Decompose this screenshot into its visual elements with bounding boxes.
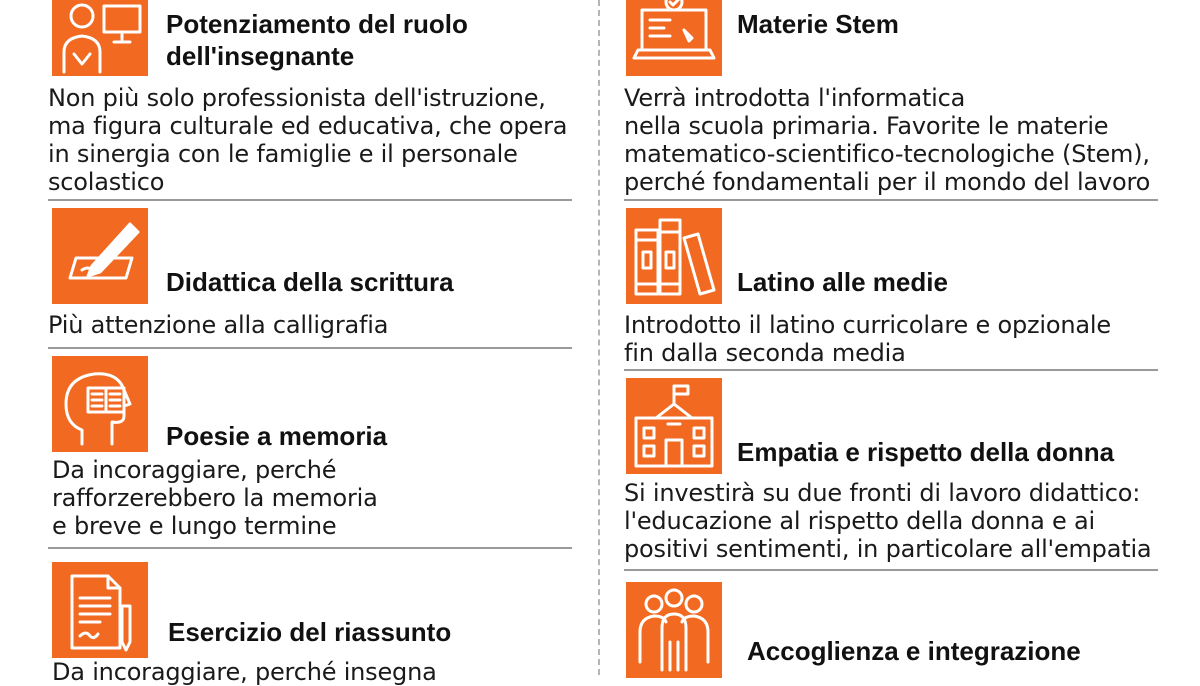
item-title: Poesie a memoria: [166, 421, 388, 451]
item-separator: [48, 347, 572, 349]
teacher-icon: [52, 0, 148, 76]
item-description: Da incoraggiare, perché insegna: [52, 658, 437, 686]
item-description: Più attenzione alla calligrafia: [48, 311, 389, 339]
item-description: Introdotto il latino curricolare e opzionale fin dalla seconda media: [624, 311, 1111, 367]
item-title: Didattica della scrittura: [166, 267, 454, 297]
item-separator: [48, 199, 572, 201]
item-title: Esercizio del riassunto: [168, 617, 452, 647]
item-title: Accoglienza e integrazione: [747, 636, 1081, 666]
item-description: Da incoraggiare, perché rafforzerebbero la memoria e breve e lungo termine: [52, 456, 378, 540]
document-pen-icon: [52, 562, 148, 658]
group-people-icon: [626, 582, 722, 678]
item-separator: [624, 199, 1158, 201]
item-separator: [624, 569, 1158, 571]
item-title: Materie Stem: [737, 9, 899, 39]
item-description: Verrà introdotta l'informatica nella scuola primaria. Favorite le materie matematico-scientifico-tecnologiche (Stem), perché fondamentali per il mondo del lavoro: [624, 84, 1151, 196]
laptop-icon: [626, 0, 722, 76]
item-description: Non più solo professionista dell'istruzione, ma figura culturale ed educativa, che opera in sinergia con le famiglie e il personale scolastico: [48, 84, 568, 196]
books-icon: [626, 208, 722, 304]
item-separator: [48, 547, 572, 549]
head-book-icon: [52, 356, 148, 452]
item-separator: [624, 369, 1158, 371]
writing-icon: [52, 208, 148, 304]
item-description: Si investirà su due fronti di lavoro didattico: l'educazione al rispetto della donna e ai positivi sentimenti, in particolare all'empatia: [624, 479, 1152, 563]
school-building-icon: [626, 378, 722, 474]
item-title: Latino alle medie: [737, 267, 948, 297]
column-divider: [598, 0, 600, 675]
item-title: Empatia e rispetto della donna: [737, 437, 1115, 467]
item-title: Potenziamento del ruolo dell'insegnante: [166, 9, 468, 71]
